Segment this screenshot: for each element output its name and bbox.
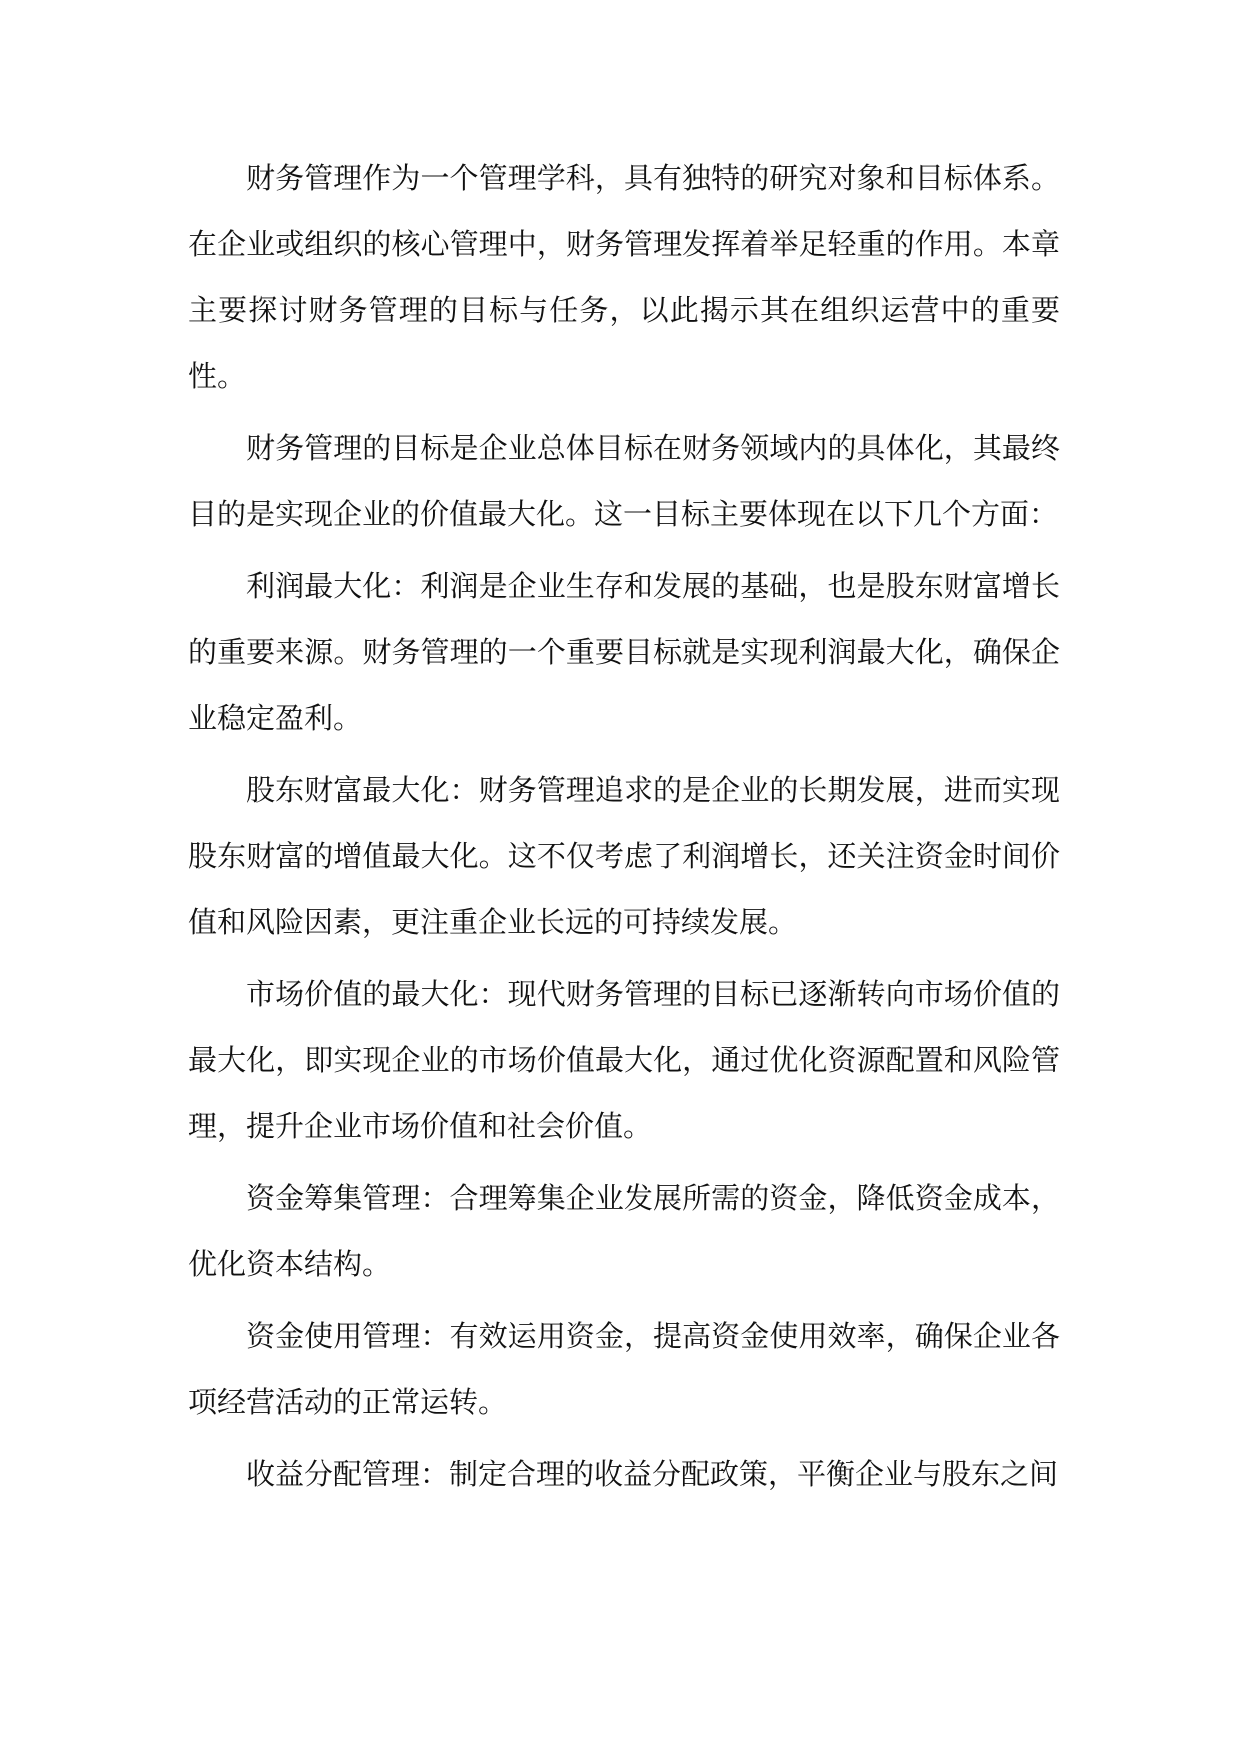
- paragraph-goal: 财务管理的目标是企业总体目标在财务领域内的具体化，其最终目的是实现企业的价值最大化。这一目标主要体现在以下几个方面：: [188, 431, 1060, 531]
- paragraph-market-value: 市场价值的最大化：现代财务管理的目标已逐渐转向市场价值的最大化，即实现企业的市场价值最大化，通过优化资源配置和风险管理，提升企业市场价值和社会价值。: [188, 977, 1060, 1143]
- paragraph-fund-usage: 资金使用管理：有效运用资金，提高资金使用效率，确保企业各项经营活动的正常运转。: [188, 1319, 1060, 1419]
- body-text: [188, 145, 1060, 1513]
- paragraph-intro: 财务管理作为一个管理学科，具有独特的研究对象和目标体系。在企业或组织的核心管理中，财务管理发挥着举足轻重的作用。本章主要探讨财务管理的目标与任务，以此揭示其在组织运营中的重要性。: [188, 161, 1060, 393]
- paragraph-profit-maximization: 利润最大化：利润是企业生存和发展的基础，也是股东财富增长的重要来源。财务管理的一个重要目标就是实现利润最大化，确保企业稳定盈利。: [188, 569, 1060, 735]
- paragraph-fund-raising: 资金筹集管理：合理筹集企业发展所需的资金，降低资金成本，优化资本结构。: [188, 1181, 1060, 1281]
- paragraph-profit-distribution: 收益分配管理：制定合理的收益分配政策，平衡企业与股东之间: [246, 1457, 1059, 1491]
- paragraph-shareholder-wealth: 股东财富最大化：财务管理追求的是企业的长期发展，进而实现股东财富的增值最大化。这不仅考虑了利润增长，还关注资金时间价值和风险因素，更注重企业长远的可持续发展。: [188, 773, 1060, 939]
